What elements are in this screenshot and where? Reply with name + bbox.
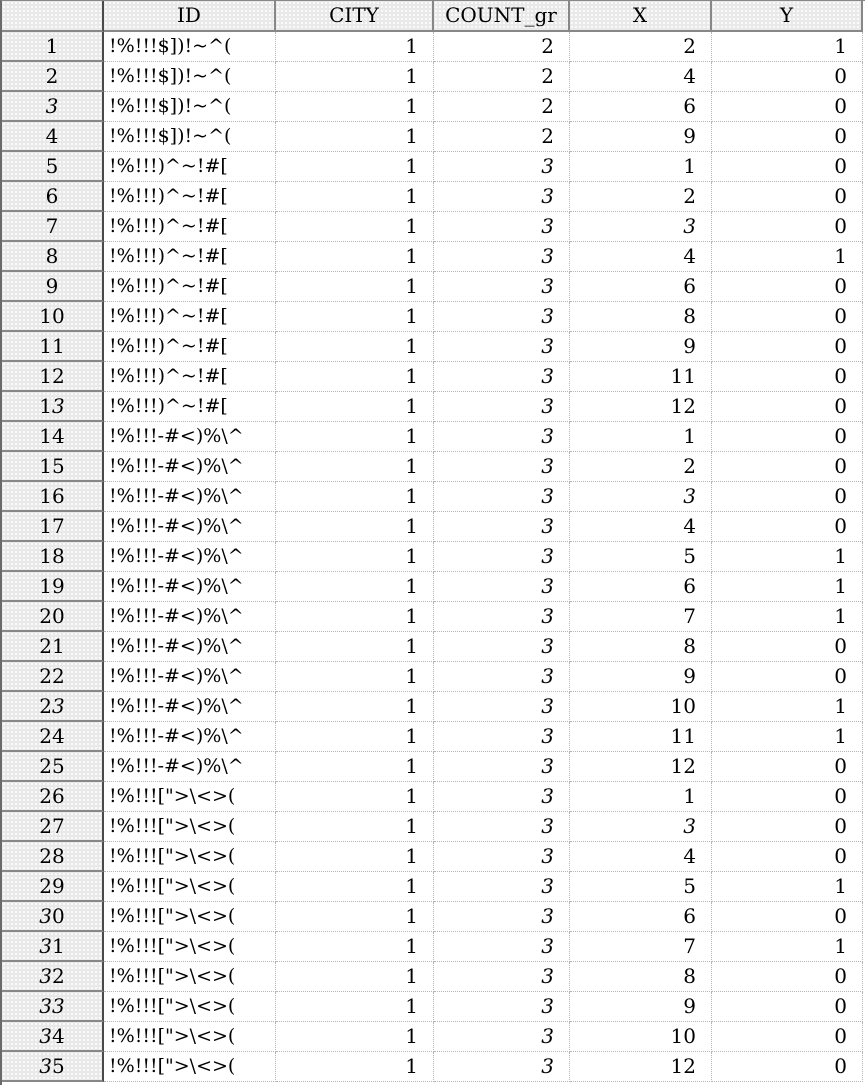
cell-id[interactable]: !%!!![">\<>( bbox=[104, 992, 276, 1022]
cell-y[interactable]: 0 bbox=[712, 452, 863, 482]
cell-city[interactable]: 1 bbox=[276, 302, 434, 332]
cell-id[interactable]: !%!!!-#<)%\^ bbox=[104, 512, 276, 542]
table-body bbox=[2, 32, 865, 1082]
cell-x[interactable]: 5 bbox=[570, 542, 712, 572]
table-row bbox=[2, 452, 865, 482]
cell-x[interactable]: 4 bbox=[570, 62, 712, 92]
cell-city[interactable]: 1 bbox=[276, 32, 434, 62]
cell-city[interactable]: 1 bbox=[276, 152, 434, 182]
cell-city[interactable]: 1 bbox=[276, 932, 434, 962]
cell-count-gr[interactable]: 3 bbox=[434, 182, 570, 212]
table-row bbox=[2, 632, 865, 662]
table-row bbox=[2, 62, 865, 92]
table-row bbox=[2, 152, 865, 182]
cell-x[interactable]: 9 bbox=[570, 662, 712, 692]
cell-city[interactable]: 1 bbox=[276, 842, 434, 872]
cell-id[interactable]: !%!!![">\<>( bbox=[104, 812, 276, 842]
cell-y[interactable]: 1 bbox=[712, 602, 863, 632]
cell-id[interactable]: !%!!![">\<>( bbox=[104, 932, 276, 962]
cell-y[interactable]: 0 bbox=[712, 782, 863, 812]
cell-y[interactable]: 0 bbox=[712, 92, 863, 122]
row-number-cell[interactable]: 33 bbox=[2, 992, 104, 1022]
column-header-city[interactable]: CITY bbox=[276, 1, 434, 32]
cell-x[interactable]: 4 bbox=[570, 242, 712, 272]
cell-y[interactable]: 0 bbox=[712, 302, 863, 332]
column-header-y[interactable]: Y bbox=[712, 1, 863, 32]
row-number-cell[interactable]: 5 bbox=[2, 152, 104, 182]
cell-count-gr[interactable]: 3 bbox=[434, 452, 570, 482]
cell-count-gr[interactable]: 3 bbox=[434, 152, 570, 182]
row-number-cell[interactable]: 18 bbox=[2, 542, 104, 572]
cell-count-gr[interactable]: 3 bbox=[434, 1022, 570, 1052]
cell-count-gr[interactable]: 2 bbox=[434, 122, 570, 152]
row-number-cell[interactable]: 28 bbox=[2, 842, 104, 872]
cell-x[interactable]: 6 bbox=[570, 272, 712, 302]
cell-y[interactable]: 0 bbox=[712, 62, 863, 92]
cell-y[interactable]: 0 bbox=[712, 272, 863, 302]
cell-city[interactable]: 1 bbox=[276, 542, 434, 572]
cell-y[interactable]: 1 bbox=[712, 692, 863, 722]
cell-city[interactable]: 1 bbox=[276, 422, 434, 452]
table-row bbox=[2, 482, 865, 512]
cell-y[interactable]: 1 bbox=[712, 872, 863, 902]
cell-id[interactable]: !%!!![">\<>( bbox=[104, 872, 276, 902]
cell-x[interactable]: 7 bbox=[570, 602, 712, 632]
cell-id[interactable]: !%!!!-#<)%\^ bbox=[104, 662, 276, 692]
row-number-cell[interactable]: 15 bbox=[2, 452, 104, 482]
table-row bbox=[2, 782, 865, 812]
cell-city[interactable]: 1 bbox=[276, 62, 434, 92]
cell-count-gr[interactable]: 3 bbox=[434, 692, 570, 722]
cell-id[interactable]: !%!!!-#<)%\^ bbox=[104, 752, 276, 782]
table-row bbox=[2, 212, 865, 242]
cell-id[interactable]: !%!!!-#<)%\^ bbox=[104, 602, 276, 632]
cell-x[interactable]: 11 bbox=[570, 722, 712, 752]
cell-y[interactable]: 0 bbox=[712, 362, 863, 392]
cell-count-gr[interactable]: 3 bbox=[434, 392, 570, 422]
cell-id[interactable]: !%!!!)^~!#[ bbox=[104, 242, 276, 272]
row-number-cell[interactable]: 9 bbox=[2, 272, 104, 302]
cell-count-gr[interactable]: 3 bbox=[434, 542, 570, 572]
cell-x[interactable]: 4 bbox=[570, 512, 712, 542]
cell-id[interactable]: !%!!!-#<)%\^ bbox=[104, 632, 276, 662]
cell-city[interactable]: 1 bbox=[276, 692, 434, 722]
cell-y[interactable]: 0 bbox=[712, 422, 863, 452]
cell-id[interactable]: !%!!![">\<>( bbox=[104, 962, 276, 992]
cell-x[interactable]: 6 bbox=[570, 92, 712, 122]
row-number-cell[interactable]: 4 bbox=[2, 122, 104, 152]
cell-count-gr[interactable]: 3 bbox=[434, 992, 570, 1022]
table-row bbox=[2, 662, 865, 692]
cell-city[interactable]: 1 bbox=[276, 122, 434, 152]
cell-city[interactable]: 1 bbox=[276, 632, 434, 662]
table-row bbox=[2, 302, 865, 332]
cell-y[interactable]: 0 bbox=[712, 182, 863, 212]
cell-x[interactable]: 5 bbox=[570, 872, 712, 902]
column-header-x[interactable]: X bbox=[570, 1, 712, 32]
cell-y[interactable]: 0 bbox=[712, 152, 863, 182]
cell-y[interactable]: 0 bbox=[712, 1052, 863, 1082]
cell-y[interactable]: 0 bbox=[712, 482, 863, 512]
cell-count-gr[interactable]: 3 bbox=[434, 962, 570, 992]
table-row bbox=[2, 1022, 865, 1052]
cell-count-gr[interactable]: 3 bbox=[434, 602, 570, 632]
cell-id[interactable]: !%!!!-#<)%\^ bbox=[104, 692, 276, 722]
cell-city[interactable]: 1 bbox=[276, 962, 434, 992]
cell-y[interactable]: 0 bbox=[712, 992, 863, 1022]
cell-y[interactable]: 0 bbox=[712, 632, 863, 662]
row-number-cell[interactable]: 1 bbox=[2, 32, 104, 62]
cell-city[interactable]: 1 bbox=[276, 482, 434, 512]
row-number-cell[interactable]: 34 bbox=[2, 1022, 104, 1052]
table-row bbox=[2, 902, 865, 932]
row-number-cell[interactable]: 19 bbox=[2, 572, 104, 602]
cell-x[interactable]: 3 bbox=[570, 812, 712, 842]
row-number-cell[interactable]: 12 bbox=[2, 362, 104, 392]
row-number-cell[interactable]: 29 bbox=[2, 872, 104, 902]
cell-x[interactable]: 2 bbox=[570, 32, 712, 62]
cell-id[interactable]: !%!!!$])!~^( bbox=[104, 92, 276, 122]
cell-y[interactable]: 0 bbox=[712, 332, 863, 362]
cell-x[interactable]: 2 bbox=[570, 182, 712, 212]
cell-x[interactable]: 8 bbox=[570, 632, 712, 662]
cell-x[interactable]: 9 bbox=[570, 332, 712, 362]
cell-y[interactable]: 0 bbox=[712, 122, 863, 152]
cell-y[interactable]: 1 bbox=[712, 722, 863, 752]
table-row bbox=[2, 122, 865, 152]
cell-y[interactable]: 0 bbox=[712, 392, 863, 422]
cell-x[interactable]: 2 bbox=[570, 452, 712, 482]
cell-count-gr[interactable]: 3 bbox=[434, 212, 570, 242]
cell-count-gr[interactable]: 3 bbox=[434, 272, 570, 302]
cell-x[interactable]: 4 bbox=[570, 842, 712, 872]
cell-x[interactable]: 9 bbox=[570, 122, 712, 152]
cell-id[interactable]: !%!!!)^~!#[ bbox=[104, 272, 276, 302]
cell-y[interactable]: 0 bbox=[712, 962, 863, 992]
cell-y[interactable]: 0 bbox=[712, 812, 863, 842]
cell-x[interactable]: 12 bbox=[570, 392, 712, 422]
cell-city[interactable]: 1 bbox=[276, 1022, 434, 1052]
cell-id[interactable]: !%!!!)^~!#[ bbox=[104, 392, 276, 422]
table-row bbox=[2, 332, 865, 362]
table-row bbox=[2, 512, 865, 542]
table-row bbox=[2, 872, 865, 902]
cell-y[interactable]: 1 bbox=[712, 32, 863, 62]
cell-x[interactable]: 12 bbox=[570, 752, 712, 782]
cell-city[interactable]: 1 bbox=[276, 782, 434, 812]
cell-x[interactable]: 1 bbox=[570, 782, 712, 812]
cell-id[interactable]: !%!!![">\<>( bbox=[104, 902, 276, 932]
row-number-cell[interactable]: 26 bbox=[2, 782, 104, 812]
cell-count-gr[interactable]: 3 bbox=[434, 932, 570, 962]
cell-city[interactable]: 1 bbox=[276, 662, 434, 692]
row-number-cell[interactable]: 22 bbox=[2, 662, 104, 692]
cell-y[interactable]: 1 bbox=[712, 932, 863, 962]
cell-count-gr[interactable]: 3 bbox=[434, 722, 570, 752]
table-row bbox=[2, 992, 865, 1022]
table-row bbox=[2, 932, 865, 962]
cell-city[interactable]: 1 bbox=[276, 362, 434, 392]
row-number-cell[interactable]: 10 bbox=[2, 302, 104, 332]
cell-x[interactable]: 7 bbox=[570, 932, 712, 962]
table-row bbox=[2, 32, 865, 62]
cell-count-gr[interactable]: 3 bbox=[434, 512, 570, 542]
row-number-cell[interactable]: 7 bbox=[2, 212, 104, 242]
cell-x[interactable]: 10 bbox=[570, 692, 712, 722]
cell-x[interactable]: 9 bbox=[570, 992, 712, 1022]
cell-count-gr[interactable]: 3 bbox=[434, 842, 570, 872]
table-row bbox=[2, 572, 865, 602]
cell-city[interactable]: 1 bbox=[276, 182, 434, 212]
table-row bbox=[2, 1052, 865, 1082]
cell-y[interactable]: 0 bbox=[712, 752, 863, 782]
cell-x[interactable]: 3 bbox=[570, 482, 712, 512]
cell-id[interactable]: !%!!!)^~!#[ bbox=[104, 182, 276, 212]
cell-x[interactable]: 12 bbox=[570, 1052, 712, 1082]
cell-city[interactable]: 1 bbox=[276, 602, 434, 632]
cell-id[interactable]: !%!!!-#<)%\^ bbox=[104, 542, 276, 572]
cell-count-gr[interactable]: 3 bbox=[434, 662, 570, 692]
cell-city[interactable]: 1 bbox=[276, 752, 434, 782]
cell-id[interactable]: !%!!!-#<)%\^ bbox=[104, 482, 276, 512]
cell-count-gr[interactable]: 3 bbox=[434, 632, 570, 662]
cell-x[interactable]: 8 bbox=[570, 962, 712, 992]
table-row bbox=[2, 272, 865, 302]
cell-city[interactable]: 1 bbox=[276, 452, 434, 482]
cell-x[interactable]: 11 bbox=[570, 362, 712, 392]
table-row bbox=[2, 842, 865, 872]
cell-count-gr[interactable]: 3 bbox=[434, 782, 570, 812]
cell-y[interactable]: 1 bbox=[712, 242, 863, 272]
cell-y[interactable]: 0 bbox=[712, 1022, 863, 1052]
cell-id[interactable]: !%!!!$])!~^( bbox=[104, 62, 276, 92]
row-number-cell[interactable]: 6 bbox=[2, 182, 104, 212]
cell-id[interactable]: !%!!!)^~!#[ bbox=[104, 362, 276, 392]
cell-count-gr[interactable]: 3 bbox=[434, 332, 570, 362]
row-number-cell[interactable]: 3 bbox=[2, 92, 104, 122]
row-number-cell[interactable]: 14 bbox=[2, 422, 104, 452]
row-number-cell[interactable]: 24 bbox=[2, 722, 104, 752]
cell-id[interactable]: !%!!![">\<>( bbox=[104, 842, 276, 872]
cell-city[interactable]: 1 bbox=[276, 212, 434, 242]
cell-city[interactable]: 1 bbox=[276, 512, 434, 542]
cell-city[interactable]: 1 bbox=[276, 272, 434, 302]
cell-id[interactable]: !%!!![">\<>( bbox=[104, 1022, 276, 1052]
cell-id[interactable]: !%!!!)^~!#[ bbox=[104, 302, 276, 332]
table-row bbox=[2, 812, 865, 842]
table-row bbox=[2, 422, 865, 452]
cell-count-gr[interactable]: 2 bbox=[434, 92, 570, 122]
cell-count-gr[interactable]: 2 bbox=[434, 32, 570, 62]
column-header-count-gr[interactable]: COUNT_gr bbox=[434, 1, 570, 32]
cell-y[interactable]: 0 bbox=[712, 842, 863, 872]
row-number-cell[interactable]: 23 bbox=[2, 692, 104, 722]
cell-x[interactable]: 8 bbox=[570, 302, 712, 332]
table-row bbox=[2, 692, 865, 722]
cell-x[interactable]: 3 bbox=[570, 212, 712, 242]
row-number-cell[interactable]: 30 bbox=[2, 902, 104, 932]
table-row bbox=[2, 182, 865, 212]
cell-city[interactable]: 1 bbox=[276, 572, 434, 602]
cell-id[interactable]: !%!!!$])!~^( bbox=[104, 32, 276, 62]
table-row bbox=[2, 722, 865, 752]
cell-id[interactable]: !%!!!)^~!#[ bbox=[104, 152, 276, 182]
row-number-cell[interactable]: 2 bbox=[2, 62, 104, 92]
table-row bbox=[2, 962, 865, 992]
cell-id[interactable]: !%!!!-#<)%\^ bbox=[104, 722, 276, 752]
row-number-cell[interactable]: 27 bbox=[2, 812, 104, 842]
cell-count-gr[interactable]: 3 bbox=[434, 872, 570, 902]
cell-city[interactable]: 1 bbox=[276, 872, 434, 902]
table-row bbox=[2, 362, 865, 392]
row-number-cell[interactable]: 17 bbox=[2, 512, 104, 542]
table-row bbox=[2, 92, 865, 122]
cell-count-gr[interactable]: 3 bbox=[434, 302, 570, 332]
cell-city[interactable]: 1 bbox=[276, 1052, 434, 1082]
cell-count-gr[interactable]: 3 bbox=[434, 482, 570, 512]
cell-city[interactable]: 1 bbox=[276, 392, 434, 422]
table-row bbox=[2, 752, 865, 782]
cell-y[interactable]: 0 bbox=[712, 902, 863, 932]
table-row bbox=[2, 242, 865, 272]
cell-id[interactable]: !%!!!-#<)%\^ bbox=[104, 452, 276, 482]
cell-x[interactable]: 6 bbox=[570, 902, 712, 932]
cell-count-gr[interactable]: 3 bbox=[434, 242, 570, 272]
cell-id[interactable]: !%!!!$])!~^( bbox=[104, 122, 276, 152]
cell-id[interactable]: !%!!!)^~!#[ bbox=[104, 332, 276, 362]
corner-header bbox=[2, 1, 104, 32]
row-number-cell[interactable]: 35 bbox=[2, 1052, 104, 1082]
cell-y[interactable]: 1 bbox=[712, 542, 863, 572]
cell-y[interactable]: 0 bbox=[712, 512, 863, 542]
header-row bbox=[2, 1, 865, 32]
cell-x[interactable]: 10 bbox=[570, 1022, 712, 1052]
cell-y[interactable]: 1 bbox=[712, 572, 863, 602]
row-number-cell[interactable]: 16 bbox=[2, 482, 104, 512]
row-number-cell[interactable]: 21 bbox=[2, 632, 104, 662]
cell-city[interactable]: 1 bbox=[276, 722, 434, 752]
cell-id[interactable]: !%!!![">\<>( bbox=[104, 1052, 276, 1082]
cell-count-gr[interactable]: 3 bbox=[434, 1052, 570, 1082]
cell-count-gr[interactable]: 3 bbox=[434, 812, 570, 842]
cell-id[interactable]: !%!!!-#<)%\^ bbox=[104, 422, 276, 452]
cell-y[interactable]: 0 bbox=[712, 212, 863, 242]
cell-id[interactable]: !%!!![">\<>( bbox=[104, 782, 276, 812]
row-number-cell[interactable]: 31 bbox=[2, 932, 104, 962]
row-number-cell[interactable]: 32 bbox=[2, 962, 104, 992]
cell-city[interactable]: 1 bbox=[276, 332, 434, 362]
cell-count-gr[interactable]: 3 bbox=[434, 752, 570, 782]
cell-count-gr[interactable]: 3 bbox=[434, 362, 570, 392]
cell-count-gr[interactable]: 3 bbox=[434, 422, 570, 452]
table-row bbox=[2, 602, 865, 632]
cell-id[interactable]: !%!!!-#<)%\^ bbox=[104, 572, 276, 602]
cell-city[interactable]: 1 bbox=[276, 812, 434, 842]
row-number-cell[interactable]: 13 bbox=[2, 392, 104, 422]
table-row bbox=[2, 392, 865, 422]
cell-city[interactable]: 1 bbox=[276, 242, 434, 272]
cell-x[interactable]: 1 bbox=[570, 152, 712, 182]
row-number-cell[interactable]: 25 bbox=[2, 752, 104, 782]
cell-y[interactable]: 0 bbox=[712, 662, 863, 692]
cell-x[interactable]: 6 bbox=[570, 572, 712, 602]
cell-city[interactable]: 1 bbox=[276, 902, 434, 932]
table-row bbox=[2, 542, 865, 572]
cell-count-gr[interactable]: 3 bbox=[434, 572, 570, 602]
column-header-id[interactable]: ID bbox=[104, 1, 276, 32]
cell-count-gr[interactable]: 2 bbox=[434, 62, 570, 92]
row-number-cell[interactable]: 20 bbox=[2, 602, 104, 632]
cell-city[interactable]: 1 bbox=[276, 92, 434, 122]
row-number-cell[interactable]: 8 bbox=[2, 242, 104, 272]
cell-count-gr[interactable]: 3 bbox=[434, 902, 570, 932]
cell-x[interactable]: 1 bbox=[570, 422, 712, 452]
row-number-cell[interactable]: 11 bbox=[2, 332, 104, 362]
cell-city[interactable]: 1 bbox=[276, 992, 434, 1022]
cell-id[interactable]: !%!!!)^~!#[ bbox=[104, 212, 276, 242]
